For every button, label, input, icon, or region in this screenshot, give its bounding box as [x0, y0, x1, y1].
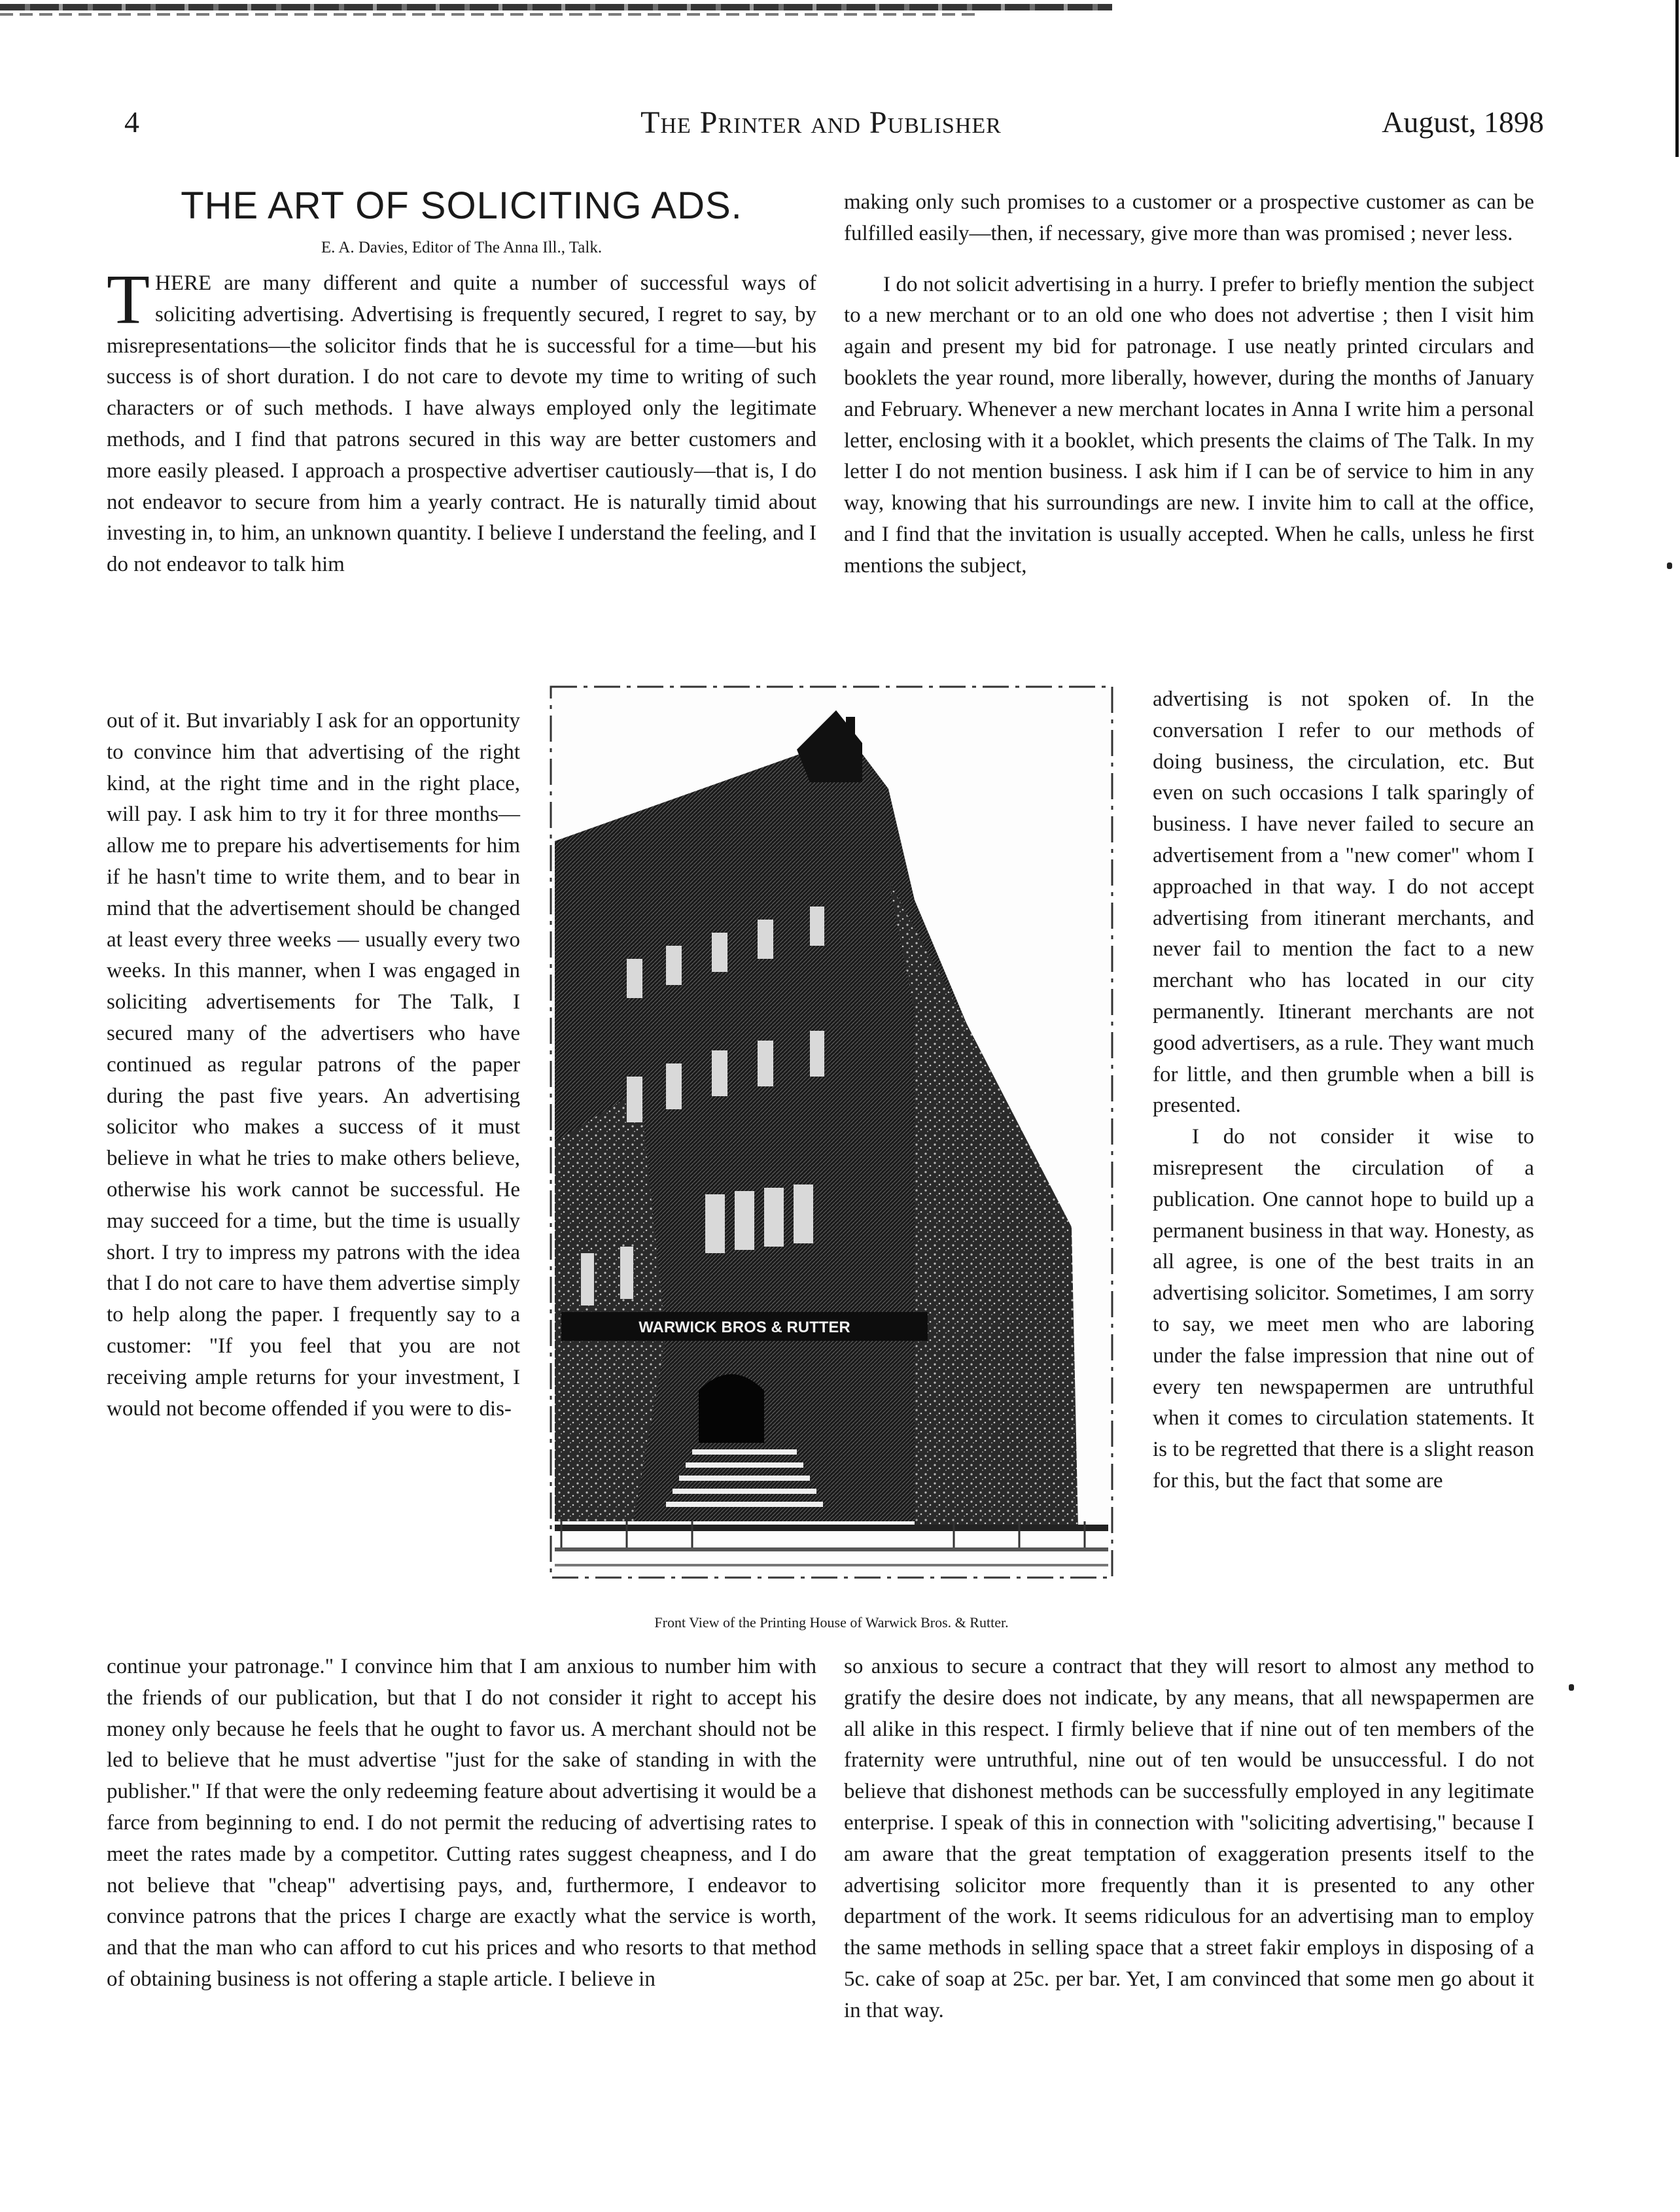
drop-cap: T	[107, 261, 150, 339]
right-top-paragraph-2: I do not solicit advertising in a hurry. I prefer to briefly mention the subject to a new merchant or to an old one who does not advertise ; then I visit him again and present my bid for patronage. I use neatly printed circulars and booklets the year round, more liberally, however, during the months of January and February. Whenever a new merchant locates in Anna I write him a personal letter, enclosing with it a booklet, which presents the claims of The Talk. In my letter I do not mention business. I ask him if I can be of service to him in any way, knowing that his surroundings are new. I invite him to call at the office, and I find that the invitation is usually accepted. When he calls, unless he first mentions the subject,	[844, 272, 1534, 578]
article-title: THE ART OF SOLICITING ADS.	[181, 184, 743, 227]
left-narrow-text: out of it. But invariably I ask for an opportunity to convince him that advertising of the right kind, at the right time and in the right place, will pay. I ask him to try it for three months—allow me to prepare his advertisements for him if he hasn't time to write them, and to bear in mind that the advertisement should be changed at least every three weeks — usually every two weeks. In this manner, when I was engaged in soliciting advertisements for The Talk, I secured many of the advertisers who have continued as regular patrons of the paper during the past five years. An advertising solicitor who makes a success of it must believe in what he tries to make others believe, otherwise his work cannot be successful. He may succeed for a time, but the time is usually short. I try to impress my patrons with the idea that I do not care to have them advertise simply to help along the paper. I frequently say to a customer: "If you feel that you are not receiving ample returns for your investment, I would not become offended if you were to dis-	[107, 709, 520, 1421]
right-column-top	[844, 187, 1534, 582]
building-illustration	[548, 684, 1115, 1631]
page-edge-mark	[1675, 0, 1679, 157]
right-column-bottom	[844, 1651, 1534, 2027]
scan-speck	[1569, 1684, 1574, 1691]
right-narrow-paragraph-2: I do not consider it wise to misrepresent the circulation of a publication. One cannot hope to build up a permanent business in that way. Honesty, as all agree, is one of the best traits in an advertising solicitor. Sometimes, I am sorry to say, we meet men who are laboring under the false impression that nine out of every ten newspapermen are untruthful when it comes to circulation statements. It is to be regretted that there is a slight reason for this, but the fact that some are	[1153, 1125, 1534, 1493]
figure-caption: Front View of the Printing House of Warwick Bros. & Rutter.	[654, 1614, 1009, 1631]
issue-date: August, 1898	[1382, 105, 1544, 139]
article-opening-paragraph	[107, 261, 816, 581]
left-column-bottom	[107, 1651, 816, 1996]
top-border-rule	[0, 4, 1112, 10]
scan-speck	[1667, 562, 1672, 569]
page-number: 4	[124, 105, 139, 139]
right-narrow-paragraph-1: advertising is not spoken of. In the conversation I refer to our methods of doing business, the circulation, etc. But even on such occasions I talk sparingly of business. I have never failed to secure an advertisement from a "new comer" whom I approached in that way. I do not accept advertising from itinerant merchants, and never fail to mention the fact to a new merchant who has located in our city permanently. Itinerant merchants are not good advertisers, as a rule. They want much for little, and then grumble when a bill is presented.	[1153, 687, 1534, 1118]
article-byline: E. A. Davies, Editor of The Anna Ill., Talk.	[321, 239, 603, 256]
opening-text: HERE are many different and quite a number of successful ways of soliciting advertising. Advertising is frequently secured, I regret to say, by misrepresentations—the solicitor finds that he is successful for a time—but his success is of short duration. I do not care to devote my time to writing of such characters or of such methods. I have always employed only the legitimate methods, and I find that patrons secured in this way are better customers and more easily pleased. I approach a prospective advertiser cautiously—that is, I do not endeavor to secure from him a yearly contract. He is naturally timid about investing in, to him, an unknown quantity. I believe I understand the feeling, and I do not endeavor to talk him	[107, 271, 816, 577]
building-engraving	[548, 684, 1115, 1580]
left-column-top	[107, 183, 816, 581]
masthead: The Printer and Publisher	[640, 105, 1002, 140]
right-top-paragraph-1: making only such promises to a customer or a prospective customer as can be fulfilled easily—then, if necessary, give more than was promised ; never less.	[844, 190, 1534, 245]
building-sign-text: WARWICK BROS & RUTTER	[639, 1319, 850, 1336]
left-bottom-text: continue your patronage." I convince him that I am anxious to number him with the friends of our publication, but that I do not consider it right to accept his money only because he feels that he ought to favor us. A merchant should not be led to believe that he must advertise "just for the sake of standing in with the publisher." If that were the only redeeming feature about advertising it would be a farce from beginning to end. I do not permit the reducing of advertising rates to meet the rates made by a competitor. Cutting rates suggest cheapness, and I do not believe that "cheap" advertising pays, and, furthermore, I endeavor to convince patrons that the prices I charge are exactly what the service is worth, and that the man who can afford to cut his prices and who resorts to that method of obtaining business is not offering a staple article. I believe in	[107, 1655, 816, 1991]
top-border-rule-secondary	[0, 13, 981, 16]
page-header	[98, 105, 1544, 150]
right-column-beside-figure	[1153, 684, 1534, 1497]
left-column-beside-figure	[107, 684, 520, 1446]
right-bottom-text: so anxious to secure a contract that they will resort to almost any method to gratify the desire does not indicate, by any means, that all newspapermen are all alike in this respect. I firmly believe that if nine out of ten members of the fraternity were untruthful, nine out of ten would be unsuccessful. I do not believe that dishonest methods can be successfully employed in any legitimate enterprise. I speak of this in connection with "soliciting advertising," because I am aware that the great temptation of exaggeration presents itself to the advertising solicitor more frequently than it is presented to any other department of the work. It seems ridiculous for an advertising man to employ the same methods in selling space that a street fakir employs in disposing of a 5c. cake of soap at 25c. per bar. Yet, I am convinced that some men go about it in that way.	[844, 1655, 1534, 2022]
